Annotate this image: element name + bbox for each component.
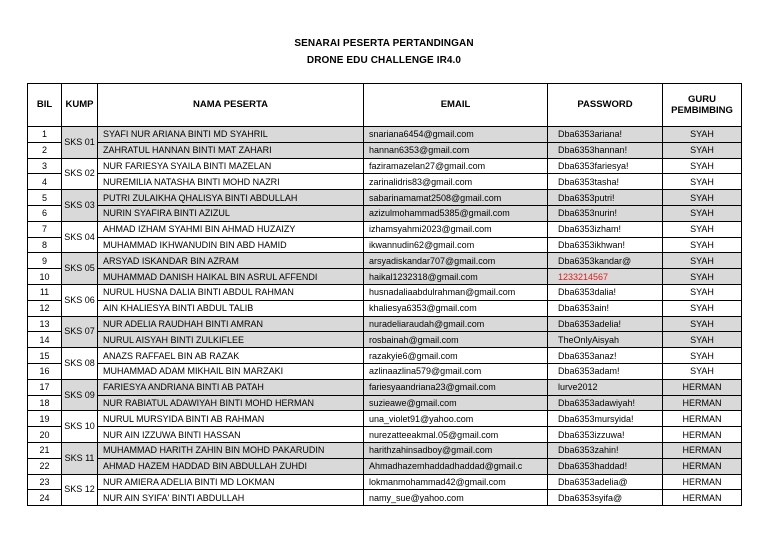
participant-name: NURUL HUSNA DALIA BINTI ABDUL RAHMAN [98, 284, 364, 300]
row-number: 20 [28, 427, 62, 443]
row-number: 8 [28, 237, 62, 253]
row-number: 21 [28, 442, 62, 458]
table-row [28, 379, 742, 395]
row-number: 4 [28, 174, 62, 190]
participant-email: azlinaazlina579@gmail.com [364, 363, 548, 379]
table-row [28, 142, 742, 158]
participant-password: Dba6353zahin! [548, 442, 663, 458]
participant-name: AHMAD HAZEM HADDAD BIN ABDULLAH ZUHDI [98, 458, 364, 474]
participant-password: Dba6353syifa@ [548, 490, 663, 506]
participant-email: faziramazelan27@gmail.com [364, 158, 548, 174]
mentor-name: SYAH [663, 174, 742, 190]
mentor-name: SYAH [663, 363, 742, 379]
participant-name: ANAZS RAFFAEL BIN AB RAZAK [98, 348, 364, 364]
mentor-name: HERMAN [663, 427, 742, 443]
mentor-name: HERMAN [663, 490, 742, 506]
participant-email: arsyadiskandar707@gmail.com [364, 253, 548, 269]
group-cell: SKS 08 [62, 348, 98, 380]
row-number: 2 [28, 142, 62, 158]
participant-name: NURUL MURSYIDA BINTI AB RAHMAN [98, 411, 364, 427]
participant-email: khaliesya6353@gmail.com [364, 300, 548, 316]
participant-email: sabarinamamat2508@gmail.com [364, 190, 548, 206]
participant-email: snariana6454@gmail.com [364, 127, 548, 143]
mentor-name: HERMAN [663, 395, 742, 411]
table-row [28, 253, 742, 269]
mentor-name: SYAH [663, 253, 742, 269]
header-password: PASSWORD [548, 84, 663, 127]
table-row [28, 221, 742, 237]
table-row [28, 205, 742, 221]
mentor-name: HERMAN [663, 474, 742, 490]
row-number: 16 [28, 363, 62, 379]
participant-password: Dba6353izzuwa! [548, 427, 663, 443]
table-row [28, 284, 742, 300]
table-row [28, 158, 742, 174]
participant-password: Dba6353kandar@ [548, 253, 663, 269]
mentor-name: SYAH [663, 142, 742, 158]
mentor-name: SYAH [663, 237, 742, 253]
mentor-name: SYAH [663, 316, 742, 332]
row-number: 17 [28, 379, 62, 395]
row-number: 1 [28, 127, 62, 143]
participant-name: NURIN SYAFIRA BINTI AZIZUL [98, 205, 364, 221]
participant-email: hannan6353@gmail.com [364, 142, 548, 158]
row-number: 14 [28, 332, 62, 348]
table-row [28, 363, 742, 379]
participant-email: izhamsyahmi2023@gmail.com [364, 221, 548, 237]
mentor-name: SYAH [663, 158, 742, 174]
row-number: 19 [28, 411, 62, 427]
participant-password: Dba6353putri! [548, 190, 663, 206]
participant-email: harithzahinsadboy@gmail.com [364, 442, 548, 458]
mentor-name: SYAH [663, 205, 742, 221]
mentor-name: SYAH [663, 269, 742, 285]
mentor-name: SYAH [663, 300, 742, 316]
participant-email: suzieawe@gmail.com [364, 395, 548, 411]
participant-password: Dba6353haddad! [548, 458, 663, 474]
table-row [28, 127, 742, 143]
participant-password: Dba6353anaz! [548, 348, 663, 364]
participant-email: nuradeliaraudah@gmail.com [364, 316, 548, 332]
participant-name: PUTRI ZULAIKHA QHALISYA BINTI ABDULLAH [98, 190, 364, 206]
row-number: 12 [28, 300, 62, 316]
header-email: EMAIL [364, 84, 548, 127]
table-row [28, 190, 742, 206]
participant-password: Dba6353ain! [548, 300, 663, 316]
table-header-row [28, 84, 742, 127]
participant-email: Ahmadhazemhaddadhaddad@gmail.c [364, 458, 548, 474]
row-number: 15 [28, 348, 62, 364]
mentor-name: SYAH [663, 221, 742, 237]
participant-name: MUHAMMAD DANISH HAIKAL BIN ASRUL AFFENDI [98, 269, 364, 285]
participant-email: ikwannudin62@gmail.com [364, 237, 548, 253]
participant-name: NUREMILIA NATASHA BINTI MOHD NAZRI [98, 174, 364, 190]
table-row [28, 427, 742, 443]
mentor-name: SYAH [663, 190, 742, 206]
table-row [28, 237, 742, 253]
group-cell: SKS 07 [62, 316, 98, 348]
table-row [28, 442, 742, 458]
table-row [28, 332, 742, 348]
participant-name: ZAHRATUL HANNAN BINTI MAT ZAHARI [98, 142, 364, 158]
participant-name: MUHAMMAD IKHWANUDIN BIN ABD HAMID [98, 237, 364, 253]
group-cell: SKS 11 [62, 442, 98, 474]
participant-name: FARIESYA ANDRIANA BINTI AB PATAH [98, 379, 364, 395]
document-title: SENARAI PESERTA PERTANDINGAN [294, 38, 474, 49]
header-guru: GURU PEMBIMBING [663, 84, 742, 127]
participant-name: NUR ADELIA RAUDHAH BINTI AMRAN [98, 316, 364, 332]
table-row [28, 474, 742, 490]
participant-email: nurezatteeakmal.05@gmail.com [364, 427, 548, 443]
group-cell: SKS 10 [62, 411, 98, 443]
header-kump: KUMP [62, 84, 98, 127]
participant-name: MUHAMMAD HARITH ZAHIN BIN MOHD PAKARUDIN [98, 442, 364, 458]
group-cell: SKS 01 [62, 127, 98, 159]
participant-email: una_violet91@yahoo.com [364, 411, 548, 427]
table-body [28, 127, 742, 506]
participant-password: Dba6353dalia! [548, 284, 663, 300]
group-cell: SKS 04 [62, 221, 98, 253]
participant-password: Dba6353hannan! [548, 142, 663, 158]
row-number: 9 [28, 253, 62, 269]
participant-password: 1233214567 [548, 269, 663, 285]
mentor-name: HERMAN [663, 379, 742, 395]
row-number: 6 [28, 205, 62, 221]
participant-email: rosbainah@gmail.com [364, 332, 548, 348]
table-row [28, 300, 742, 316]
group-cell: SKS 12 [62, 474, 98, 506]
participant-name: NUR RABIATUL ADAWIYAH BINTI MOHD HERMAN [98, 395, 364, 411]
participant-name: NUR AMIERA ADELIA BINTI MD LOKMAN [98, 474, 364, 490]
participant-password: Dba6353fariesya! [548, 158, 663, 174]
participant-email: lokmanmohammad42@gmail.com [364, 474, 548, 490]
participant-email: namy_sue@yahoo.com [364, 490, 548, 506]
group-cell: SKS 06 [62, 284, 98, 316]
participant-password: Dba6353ikhwan! [548, 237, 663, 253]
participant-name: SYAFI NUR ARIANA BINTI MD SYAHRIL [98, 127, 364, 143]
participant-password: Dba6353nurin! [548, 205, 663, 221]
participant-email: razakyie6@gmail.com [364, 348, 548, 364]
participant-password: Dba6353adawiyah! [548, 395, 663, 411]
table-row [28, 490, 742, 506]
participant-password: Dba6353tasha! [548, 174, 663, 190]
group-cell: SKS 02 [62, 158, 98, 190]
table-row [28, 174, 742, 190]
row-number: 10 [28, 269, 62, 285]
mentor-name: SYAH [663, 127, 742, 143]
participant-email: haikal1232318@gmail.com [364, 269, 548, 285]
row-number: 23 [28, 474, 62, 490]
participant-name: ARSYAD ISKANDAR BIN AZRAM [98, 253, 364, 269]
participant-password: TheOnlyAisyah [548, 332, 663, 348]
mentor-name: HERMAN [663, 411, 742, 427]
table-row [28, 411, 742, 427]
row-number: 24 [28, 490, 62, 506]
table-row [28, 348, 742, 364]
document-subtitle: DRONE EDU CHALLENGE IR4.0 [306, 55, 462, 66]
table-row [28, 458, 742, 474]
participant-email: husnadaliaabdulrahman@gmail.com [364, 284, 548, 300]
table-row [28, 269, 742, 285]
group-cell: SKS 09 [62, 379, 98, 411]
participant-name: NUR FARIESYA SYAILA BINTI MAZELAN [98, 158, 364, 174]
participant-password: Dba6353adelia@ [548, 474, 663, 490]
participant-email: azizulmohammad5385@gmail.com [364, 205, 548, 221]
participant-table [27, 83, 742, 506]
participant-email: zarinalidris83@gmail.com [364, 174, 548, 190]
participant-password: Dba6353mursyida! [548, 411, 663, 427]
participant-name: AHMAD IZHAM SYAHMI BIN AHMAD HUZAIZY [98, 221, 364, 237]
group-cell: SKS 03 [62, 190, 98, 222]
mentor-name: HERMAN [663, 442, 742, 458]
header-nama: NAMA PESERTA [98, 84, 364, 127]
mentor-name: SYAH [663, 348, 742, 364]
participant-password: Dba6353ariana! [548, 127, 663, 143]
row-number: 7 [28, 221, 62, 237]
row-number: 22 [28, 458, 62, 474]
participant-name: NUR AIN IZZUWA BINTI HASSAN [98, 427, 364, 443]
participant-name: NURUL AISYAH BINTI ZULKIFLEE [98, 332, 364, 348]
participant-name: NUR AIN SYIFA' BINTI ABDULLAH [98, 490, 364, 506]
participant-email: fariesyaandriana23@gmail.com [364, 379, 548, 395]
participant-name: MUHAMMAD ADAM MIKHAIL BIN MARZAKI [98, 363, 364, 379]
mentor-name: SYAH [663, 332, 742, 348]
row-number: 11 [28, 284, 62, 300]
row-number: 13 [28, 316, 62, 332]
group-cell: SKS 05 [62, 253, 98, 285]
row-number: 5 [28, 190, 62, 206]
participant-password: lurve2012 [548, 379, 663, 395]
mentor-name: SYAH [663, 284, 742, 300]
row-number: 18 [28, 395, 62, 411]
table-row [28, 395, 742, 411]
header-bil: BIL [28, 84, 62, 127]
participant-password: Dba6353adelia! [548, 316, 663, 332]
participant-password: Dba6353izham! [548, 221, 663, 237]
participant-name: AIN KHALIESYA BINTI ABDUL TALIB [98, 300, 364, 316]
row-number: 3 [28, 158, 62, 174]
table-row [28, 316, 742, 332]
participant-password: Dba6353adam! [548, 363, 663, 379]
mentor-name: HERMAN [663, 458, 742, 474]
